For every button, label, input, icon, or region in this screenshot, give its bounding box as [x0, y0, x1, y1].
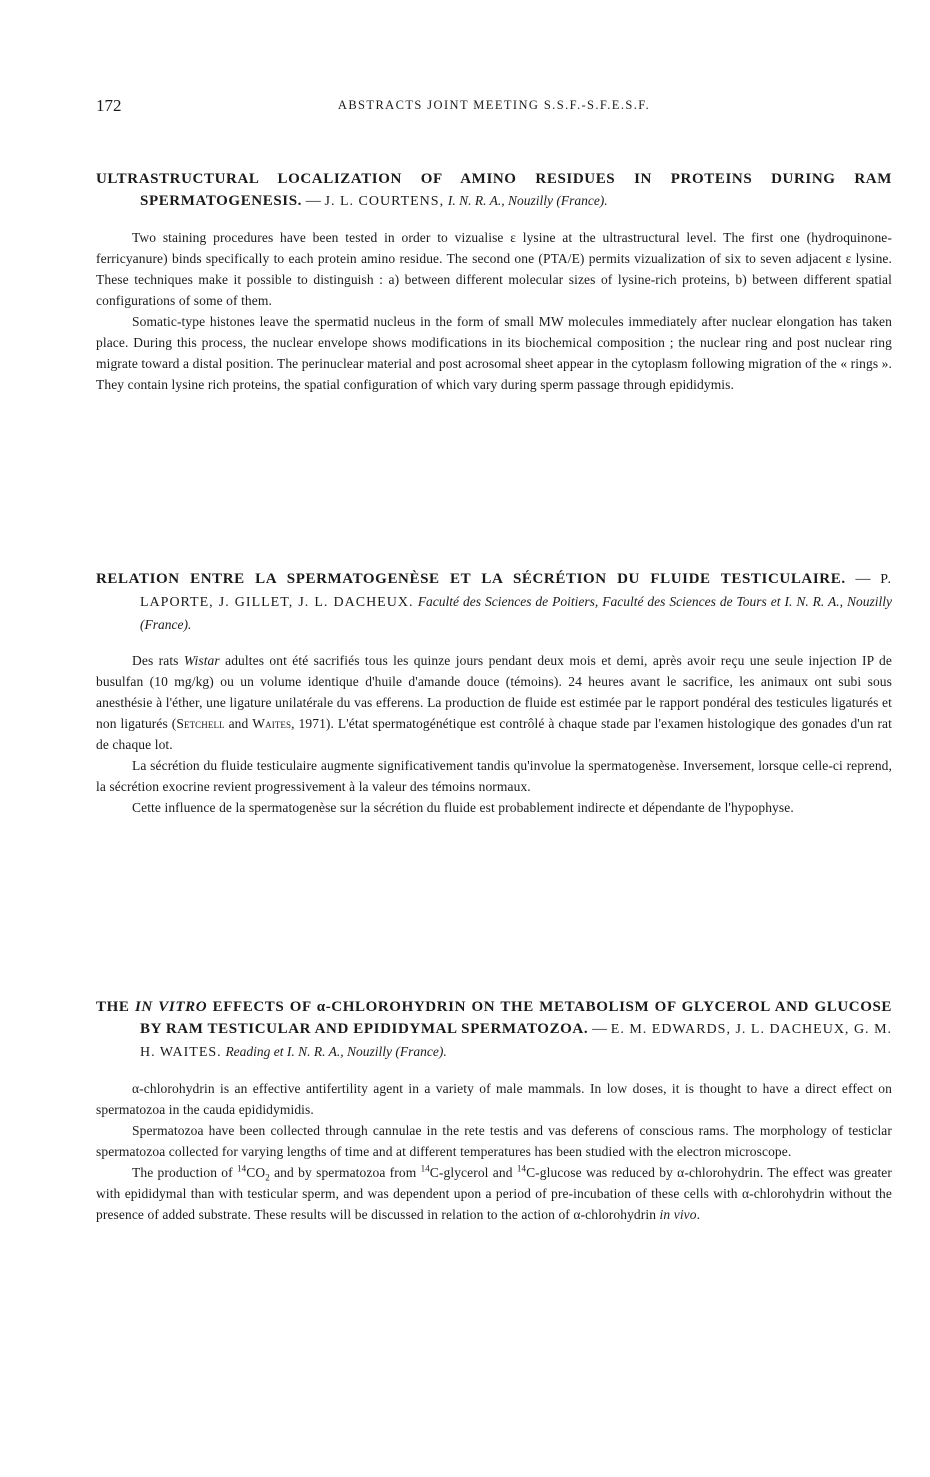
- strain-name: Wistar: [183, 653, 220, 668]
- citation-author: Waites: [252, 716, 292, 731]
- running-head: [96, 96, 892, 120]
- citation-author: Setchell: [176, 716, 225, 731]
- abstract-heading: [96, 568, 892, 636]
- authors: E. M. EDWARDS, J. L. DACHEUX, G. M. H. WAITES.: [140, 1022, 893, 1060]
- paragraph: α-chlorohydrin is an effective antifertility agent in a variety of male mammals. In low doses, it is thought to have a direct effect on spermatozoa in the cauda epididymidis.: [96, 1081, 892, 1117]
- abstract-title: ULTRASTRUCTURAL LOCALIZATION OF AMINO RESIDUES IN PROTEINS DURING RAM SPERMATOGENESIS.: [96, 171, 892, 209]
- affiliation: I. N. R. A., Nouzilly (France).: [447, 193, 608, 208]
- abstract-2: [96, 568, 892, 818]
- abstract-title: THE IN VITRO EFFECTS OF α-CHLOROHYDRIN ON THE METABOLISM OF GLYCEROL AND GLUCOSE BY RAM TESTICULAR AND EPIDIDYMAL SPERMATOZOA.: [96, 999, 893, 1037]
- abstract-heading: [96, 168, 892, 213]
- paragraph: La sécrétion du fluide testiculaire augmente significativement tandis qu'involue la spermatogenèse. Inversement, lorsque celle-ci reprend, la sécrétion exocrine revient progressivement à la valeur des témoins normaux.: [96, 758, 892, 794]
- running-title: ABSTRACTS JOINT MEETING S.S.F.-S.F.E.S.F.: [337, 98, 651, 112]
- paragraph: Somatic-type histones leave the spermatid nucleus in the form of small MW molecules immediately after nuclear elongation has taken place. During this process, the nuclear envelope shows modifications in its biochemical composition ; the nuclear ring and post nuclear ring migrate toward a distal position. The perinuclear material and post acrosomal sheet appear in the cytoplasm following migration of the « rings ». They contain lysine rich proteins, the spatial configuration of which vary during sperm passage through epididymis.: [96, 314, 892, 392]
- affiliation: Reading et I. N. R. A., Nouzilly (France).: [225, 1044, 447, 1059]
- affiliation: Faculté des Sciences de Poitiers, Faculté des Sciences de Tours et I. N. R. A., Nouzilly (France).: [140, 594, 892, 632]
- paragraph: Spermatozoa have been collected through cannulae in the rete testis and vas deferens of conscious rams. The morphology of testiclar spermatozoa collected for varying lengths of time and at different temperatures has been studied with the electron microscope.: [96, 1123, 892, 1159]
- abstract-1: [96, 168, 892, 395]
- dash: —: [302, 193, 325, 209]
- paragraph: Des rats Wistar adultes ont été sacrifiés tous les quinze jours pendant deux mois et demi, après avoir reçu une seule injection IP de busulfan (10 mg/kg) ou un volume identique d'huile d'amande douce (témoins). 24 heures avant le sacrifice, les animaux ont subi sous anesthésie à l'éther, une ligature unilatérale du vas efferens. La production de fluide est estimée par le rapport pondéral des testicules ligaturés et non ligaturés (Setchell and Waites, 1971). L'état spermatogénétique est contrôlé à chaque stade par l'examen histologique des gonades d'un rat de chaque lot.: [96, 653, 892, 752]
- paragraph: The production of $^{14}CO_2$ and by spermatozoa from $^{14}$C-glycerol and $^{14}$C-glucose was reduced by α-chlorohydrin. The effect was greater with epididymal than with testicular sperm, and was dependent upon a period of pre-incubation of these cells with α-chlorohydrin without the presence of added substrate. These results will be discussed in relation to the action of α-chlorohydrin in vivo.: [96, 1163, 892, 1222]
- authors: J. L. COURTENS,: [324, 194, 445, 209]
- authors: P. LAPORTE, J. GILLET, J. L. DACHEUX.: [140, 572, 893, 610]
- abstract-3: [96, 996, 892, 1225]
- abstract-title: RELATION ENTRE LA SPERMATOGENÈSE ET LA SÉCRÉTION DU FLUIDE TESTICULAIRE.: [96, 571, 846, 587]
- paragraph: Cette influence de la spermatogenèse sur la sécrétion du fluide est probablement indirecte et dépendante de l'hypophyse.: [132, 800, 794, 815]
- dash: —: [588, 1021, 611, 1037]
- page-number: 172: [96, 96, 122, 115]
- abstract-heading: [96, 996, 892, 1064]
- dash: —: [845, 571, 881, 587]
- page: [96, 96, 893, 1222]
- paragraph: Two staining procedures have been tested in order to vizualise ε lysine at the ultrastructural level. The first one (hydroquinone-ferricyanure) binds specifically to each protein amino residue. The second one (PTA/E) permits vizualization of six to seven adjacent ε lysine. These techniques make it possible to distinguish : a) between different molecular sizes of lysine-rich proteins, b) between different spatial configurations of some of them.: [96, 230, 892, 308]
